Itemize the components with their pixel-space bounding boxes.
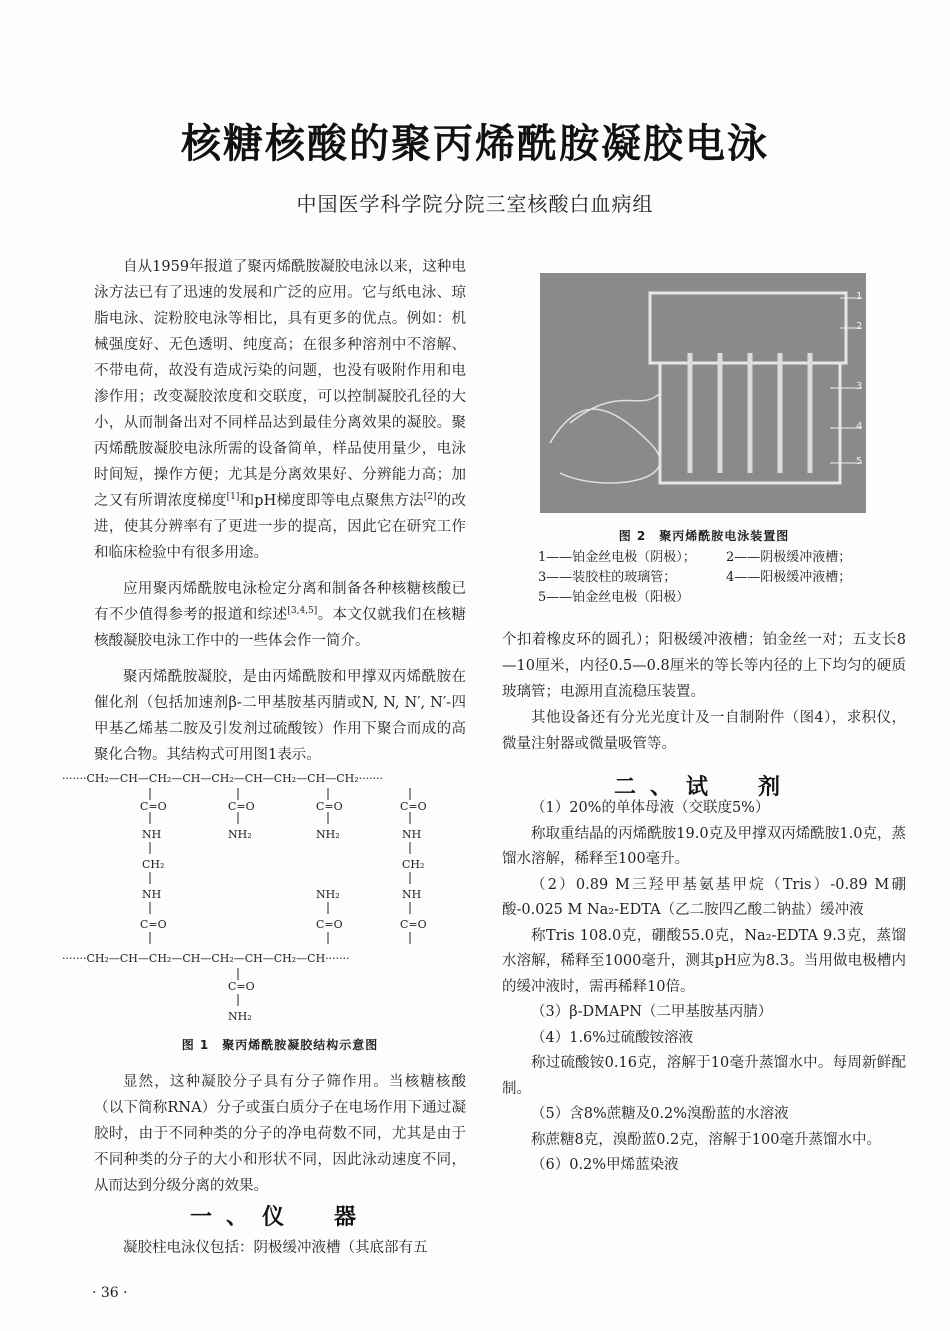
amide-nh-label: NH — [142, 888, 162, 901]
sieve-paragraph: 显然，这种凝胶分子具有分子筛作用。当核糖核酸（以下简称RNA）分子或蛋白质分子在电场作用下通过凝胶时，由于不同种类的分子的净电荷数不同，尤其是由于不同种类的分子的大小和形状不同，因此泳动速度不同，从而达到分级分离的效果。 — [94, 1074, 466, 1194]
legend-item: 1——铂金丝电极（阴极）； — [538, 550, 696, 565]
apparatus-paragraph-1: 个扣着橡皮环的圆孔）；阳极缓冲液槽；铂金丝一对；五支长8—10厘米，内径0.5—0.8厘米的等长等内径的上下均匀的硬质玻璃管；电源用直流稳压装置。 — [502, 632, 906, 700]
apparatus-paragraph-2: 其他设备还有分光光度计及一自制附件（图4），求积仪，微量注射器或微量吸管等。 — [502, 710, 906, 752]
top-chain: ·······CH₂—CH—CH₂—CH—CH₂—CH—CH₂—CH—CH₂······· — [62, 772, 384, 785]
figure-2-caption: 图 2 聚丙烯酰胺电泳装置图 — [618, 529, 790, 543]
citation: [3,4,5] — [287, 606, 318, 617]
instruments-text — [94, 1235, 466, 1261]
amide-nh-label: NH — [142, 828, 162, 841]
photo-label: 3 — [856, 381, 863, 392]
electrophoresis-apparatus-image — [540, 273, 866, 513]
photo-label: 5 — [856, 456, 863, 467]
citation: [1] — [226, 492, 240, 503]
intro-paragraph-1: 自从1959年报道了聚丙烯酰胺凝胶电泳以来，这种电泳方法已有了迅速的发展和广泛的应用。它与纸电泳、琼脂电泳、淀粉胶电泳等相比，具有更多的优点。例如：机械强度好、无色透明、纯度高；在很多种溶剂中不溶解、不带电荷，故没有造成污染的问题，也没有吸附作用和电渗作用；改变凝胶浓度和交联度，可以控制凝胶孔径的大小，从而制备出对不同样品达到最佳分离效果的凝胶。聚丙烯酰胺凝胶电泳所需的设备简单，样品使用量少，电泳时间短，操作方便；尤其是分离效果好、分辨能力高；加之又有所谓浓度梯度[1]和pH梯度即等电点聚焦方法[2]的改进，使其分辨率有了更进一步的提高，因此它在研究工作和临床检验中有很多用途。 — [94, 259, 467, 561]
bottom-chain: ·······CH₂—CH—CH₂—CH—CH₂—CH—CH₂—CH······· — [62, 952, 350, 965]
figure-1-caption: 图 1 聚丙烯酰胺凝胶结构示意图 — [181, 1038, 379, 1052]
intro-paragraph-3: 聚丙烯酰胺凝胶，是由丙烯酰胺和甲撑双丙烯酰胺在催化剂（包括加速剂β-二甲基胺基丙腈或N, N, N′, N′-四甲基乙烯基二胺及引发剂过硫酸铵）作用下聚合而成的高聚化合物。其结构式可用图1表示。 — [94, 669, 466, 763]
molecular-sieve-text — [94, 1069, 466, 1199]
carbonyl-label: C=O — [316, 800, 343, 813]
amide-nh2-label: NH₂ — [228, 1010, 252, 1023]
reagent-item: （3）β-DMAPN（二甲基胺基丙腈） — [531, 1004, 773, 1020]
photo-label: 2 — [856, 321, 863, 332]
carbonyl-label: C=O — [140, 918, 167, 931]
reagent-item: （5）含8%蔗糖及0.2%溴酚蓝的水溶液 — [531, 1106, 789, 1122]
page-number: · 36 · — [92, 1285, 128, 1301]
citation: [2] — [423, 492, 437, 503]
author-affiliation: 中国医学科学院分院三室核酸白血病组 — [296, 192, 654, 216]
photo-label: 4 — [856, 421, 863, 432]
amide-nh2-label: NH₂ — [228, 828, 252, 841]
reagent-item: 称Tris 108.0克，硼酸55.0克，Na₂-EDTA 9.3克，蒸馏水溶解，稀释至1000毫升，测其pH应为8.3。当用做电极槽内的缓冲液时，需再稀释10倍。 — [502, 927, 906, 995]
legend-item: 2——阴极缓冲液槽； — [726, 550, 852, 565]
section-heading-instruments: 一、仪 器 — [189, 1205, 370, 1230]
photo-label: 1 — [856, 291, 863, 302]
reagent-item: （2）0.89 M三羟甲基氨基甲烷（Tris）-0.89 M硼酸-0.025 M Na₂-EDTA（乙二胺四乙酸二钠盐）缓冲液 — [502, 876, 906, 918]
legend-item: 4——阳极缓冲液槽； — [726, 570, 852, 585]
carbonyl-label: C=O — [400, 800, 427, 813]
reagent-item: （4）1.6%过硫酸铵溶液 — [531, 1029, 694, 1046]
legend-item: 3——装胶柱的玻璃管； — [538, 570, 677, 585]
apparatus-text — [502, 627, 906, 757]
methylene-label: CH₂ — [402, 858, 425, 871]
instruments-paragraph: 凝胶柱电泳仪包括：阴极缓冲液槽（其底部有五 — [123, 1240, 428, 1256]
apparatus-photo — [540, 273, 866, 513]
intro-paragraph-2: 应用聚丙烯酰胺电泳检定分离和制备各种核糖核酸已有不少值得参考的报道和综述[3,4,5]。本文仅就我们在核糖核酸凝胶电泳工作中的一些体会作一简介。 — [94, 581, 467, 649]
legend-item: 5——铂金丝电极（阳极） — [538, 590, 690, 605]
amide-nh-label: NH — [402, 888, 422, 901]
polyacrylamide-structure-diagram — [60, 768, 500, 1034]
section-heading-reagents: 二、试 剂 — [613, 775, 794, 800]
amide-nh2-label: NH₂ — [316, 888, 340, 901]
reagent-item: （6）0.2%甲烯蓝染液 — [531, 1157, 679, 1173]
reagent-item: 称蔗糖8克，溴酚蓝0.2克，溶解于100毫升蒸馏水中。 — [531, 1131, 881, 1148]
carbonyl-label: C=O — [228, 800, 255, 813]
reagent-item: 称过硫酸铵0.16克，溶解于10毫升蒸馏水中。每周新鲜配制。 — [502, 1055, 906, 1097]
carbonyl-label: C=O — [316, 918, 343, 931]
reagents-text — [502, 796, 906, 1179]
amide-nh2-label: NH₂ — [316, 828, 340, 841]
figure-2-legend — [538, 548, 851, 608]
reagent-item: 称取重结晶的丙烯酰胺19.0克及甲撑双丙烯酰胺1.0克，蒸馏水溶解，稀释至100毫升。 — [502, 825, 906, 867]
intro-text — [94, 254, 466, 768]
amide-nh-label: NH — [402, 828, 422, 841]
page-title: 核糖核酸的聚丙烯酰胺凝胶电泳 — [181, 121, 769, 167]
methylene-label: CH₂ — [142, 858, 165, 871]
carbonyl-label: C=O — [400, 918, 427, 931]
carbonyl-label: C=O — [228, 980, 255, 993]
reagent-item: （1）20%的单体母液（交联度5%） — [531, 800, 770, 816]
carbonyl-label: C=O — [140, 800, 167, 813]
